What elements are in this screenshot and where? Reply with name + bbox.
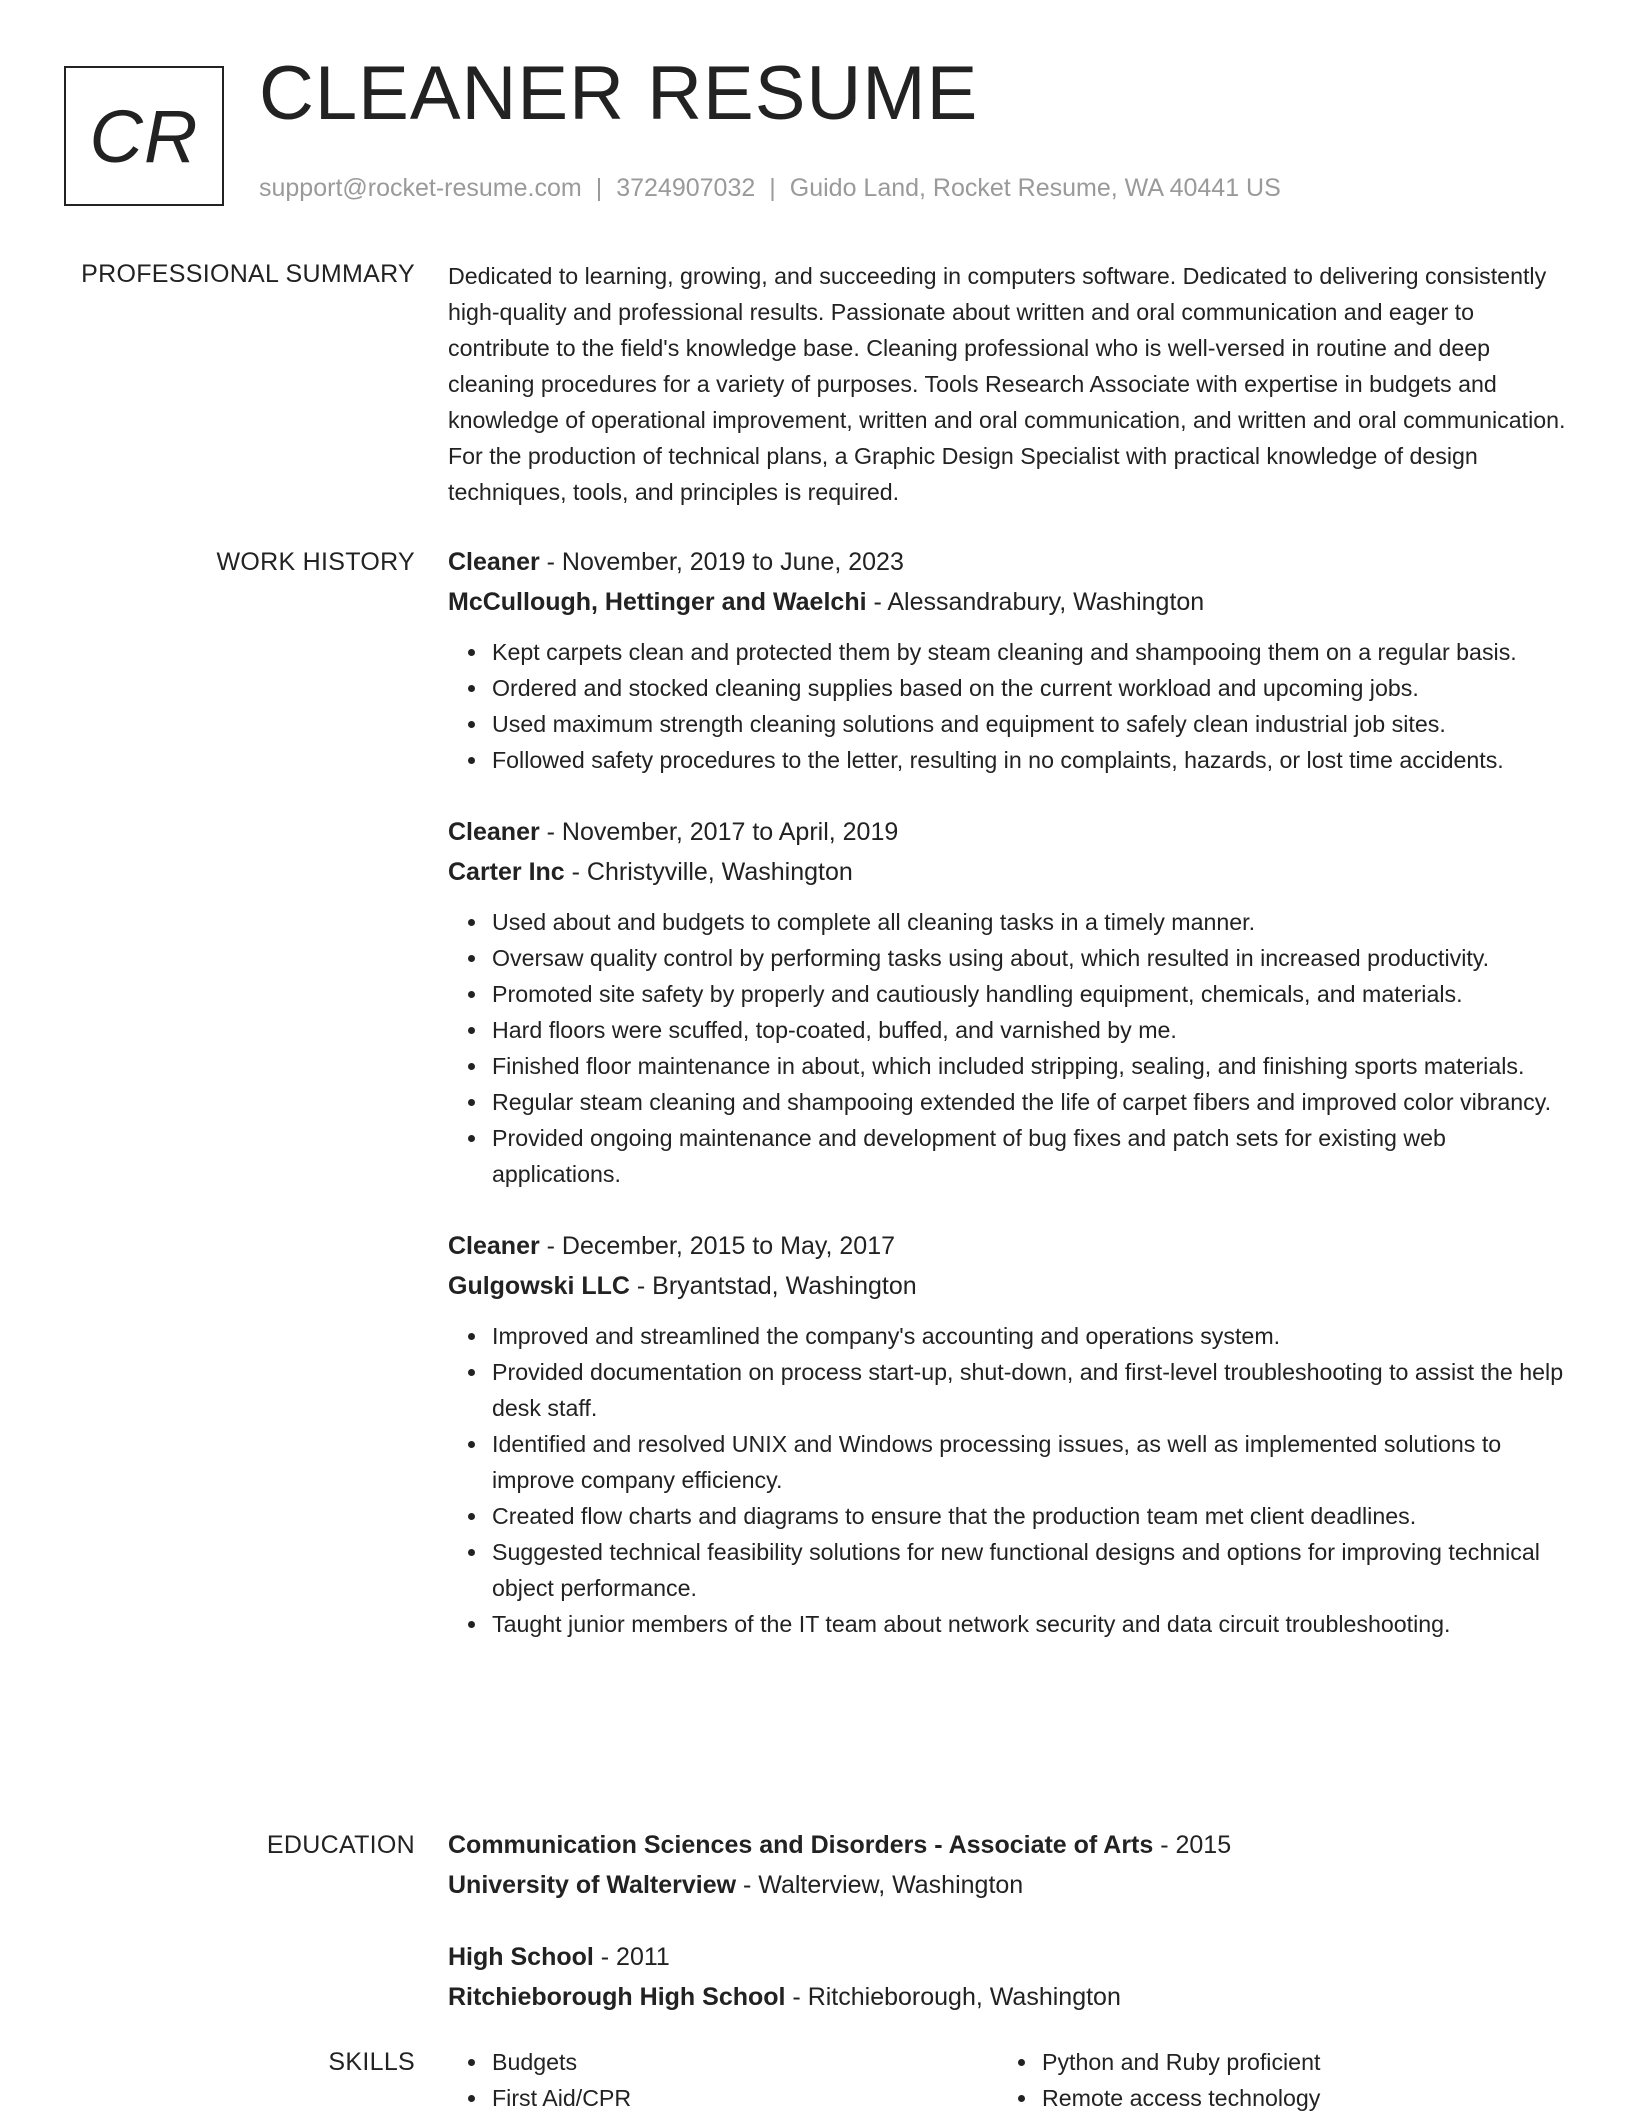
education-school: Ritchieborough High School	[448, 1983, 786, 2011]
job-bullet: Used about and budgets to complete all cleaning tasks in a timely manner.	[492, 904, 1568, 940]
job-bullet: Provided ongoing maintenance and development of bug fixes and patch sets for existing web applications.	[492, 1120, 1568, 1192]
skills-column-left	[448, 2044, 998, 2116]
job-bullet: Promoted site safety by properly and cautiously handling equipment, chemicals, and materials.	[492, 976, 1568, 1012]
job-title: Cleaner	[448, 818, 540, 846]
education-heading: EDUCATION	[266, 1831, 415, 1859]
job-bullet: Ordered and stocked cleaning supplies based on the current workload and upcoming jobs.	[492, 670, 1568, 706]
job-bullet-list	[448, 904, 1568, 1192]
job-bullet: Provided documentation on process start-up, shut-down, and first-level troubleshooting to assist the help desk staff.	[492, 1354, 1568, 1426]
job-title: Cleaner	[448, 548, 540, 576]
education-year: - 2011	[593, 1943, 670, 1971]
contact-email[interactable]: support@rocket-resume.com	[259, 174, 582, 202]
job-company-line	[448, 852, 1568, 892]
monogram-logo: CR	[64, 66, 224, 206]
education-degree-line	[448, 1825, 1568, 1865]
job-entry	[448, 812, 1568, 1192]
education-year: - 2015	[1153, 1831, 1232, 1859]
contact-separator: |	[769, 174, 776, 202]
skills-column-right	[998, 2044, 1548, 2116]
job-dates: - November, 2019 to June, 2023	[539, 548, 904, 576]
resume-title: CLEANER RESUME	[259, 51, 979, 136]
job-bullet-list	[448, 634, 1568, 778]
job-company-line	[448, 1266, 1568, 1306]
education-degree-line	[448, 1937, 1568, 1977]
skill-item: First Aid/CPR	[492, 2080, 998, 2116]
skill-item: Budgets	[492, 2044, 998, 2080]
job-location: - Bryantstad, Washington	[629, 1272, 917, 1300]
education-location: - Ritchieborough, Washington	[785, 1983, 1121, 2011]
job-bullet: Used maximum strength cleaning solutions and equipment to safely clean industrial job sites.	[492, 706, 1568, 742]
job-bullet-list	[448, 1318, 1568, 1642]
education-school-line	[448, 1865, 1568, 1905]
job-bullet: Hard floors were scuffed, top-coated, buffed, and varnished by me.	[492, 1012, 1568, 1048]
job-dates: - November, 2017 to April, 2019	[539, 818, 899, 846]
contact-separator: |	[595, 174, 603, 202]
job-bullet: Created flow charts and diagrams to ensure that the production team met client deadlines.	[492, 1498, 1568, 1534]
education-degree: Communication Sciences and Disorders - Associate of Arts	[448, 1831, 1154, 1859]
job-title-line	[448, 812, 1568, 852]
skills-grid	[448, 2044, 1568, 2116]
skill-item: Python and Ruby proficient	[1042, 2044, 1548, 2080]
job-bullet: Suggested technical feasibility solutions for new functional designs and options for improving technical object performance.	[492, 1534, 1568, 1606]
job-entry	[448, 1226, 1568, 1642]
job-bullet: Oversaw quality control by performing tasks using about, which resulted in increased productivity.	[492, 940, 1568, 976]
job-title-line	[448, 542, 1568, 582]
summary-text: Dedicated to learning, growing, and succeeding in computers software. Dedicated to delivering consistently high-quality and professional results. Passionate about written and oral communication and eager to contribute to the field's knowledge base. Cleaning professional who is well-versed in routine and deep cleaning procedures for a variety of purposes. Tools Research Associate with expertise in budgets and knowledge of operational improvement, written and oral communication, and written and oral communication. For the production of technical plans, a Graphic Design Specialist with practical knowledge of design techniques, tools, and principles is required.	[448, 263, 1566, 505]
contact-line	[259, 174, 1281, 203]
job-company: McCullough, Hettinger and Waelchi	[448, 588, 867, 616]
job-bullet: Followed safety procedures to the letter, resulting in no complaints, hazards, or lost time accidents.	[492, 742, 1568, 778]
job-title-line	[448, 1226, 1568, 1266]
job-bullet: Regular steam cleaning and shampooing extended the life of carpet fibers and improved color vibrancy.	[492, 1084, 1568, 1120]
job-company-line	[448, 582, 1568, 622]
education-degree: High School	[448, 1943, 594, 1971]
job-location: - Christyville, Washington	[564, 858, 853, 886]
education-entry	[448, 1825, 1568, 1905]
job-bullet: Finished floor maintenance in about, which included stripping, sealing, and finishing sports materials.	[492, 1048, 1568, 1084]
job-bullet: Identified and resolved UNIX and Windows processing issues, as well as implemented solutions to improve company efficiency.	[492, 1426, 1568, 1498]
job-location: - Alessandrabury, Washington	[866, 588, 1205, 616]
job-list	[448, 542, 1568, 1676]
contact-phone[interactable]: 3724907032	[616, 174, 756, 202]
job-bullet: Taught junior members of the IT team about network security and data circuit troubleshooting.	[492, 1606, 1568, 1642]
job-title: Cleaner	[448, 1232, 540, 1260]
job-entry	[448, 542, 1568, 778]
job-dates: - December, 2015 to May, 2017	[539, 1232, 896, 1260]
job-company: Carter Inc	[448, 858, 565, 886]
education-entry	[448, 1937, 1568, 2017]
job-company: Gulgowski LLC	[448, 1272, 630, 1300]
job-bullet: Kept carpets clean and protected them by steam cleaning and shampooing them on a regular basis.	[492, 634, 1568, 670]
education-list	[448, 1825, 1568, 2049]
contact-address: Guido Land, Rocket Resume, WA 40441 US	[789, 174, 1281, 202]
skill-item: Remote access technology	[1042, 2080, 1548, 2116]
education-location: - Walterview, Washington	[736, 1871, 1024, 1899]
job-bullet: Improved and streamlined the company's accounting and operations system.	[492, 1318, 1568, 1354]
skills-heading: SKILLS	[328, 2048, 415, 2076]
education-school-line	[448, 1977, 1568, 2017]
education-school: University of Walterview	[448, 1871, 737, 1899]
summary-heading: PROFESSIONAL SUMMARY	[81, 260, 415, 288]
work-history-heading: WORK HISTORY	[216, 548, 415, 576]
